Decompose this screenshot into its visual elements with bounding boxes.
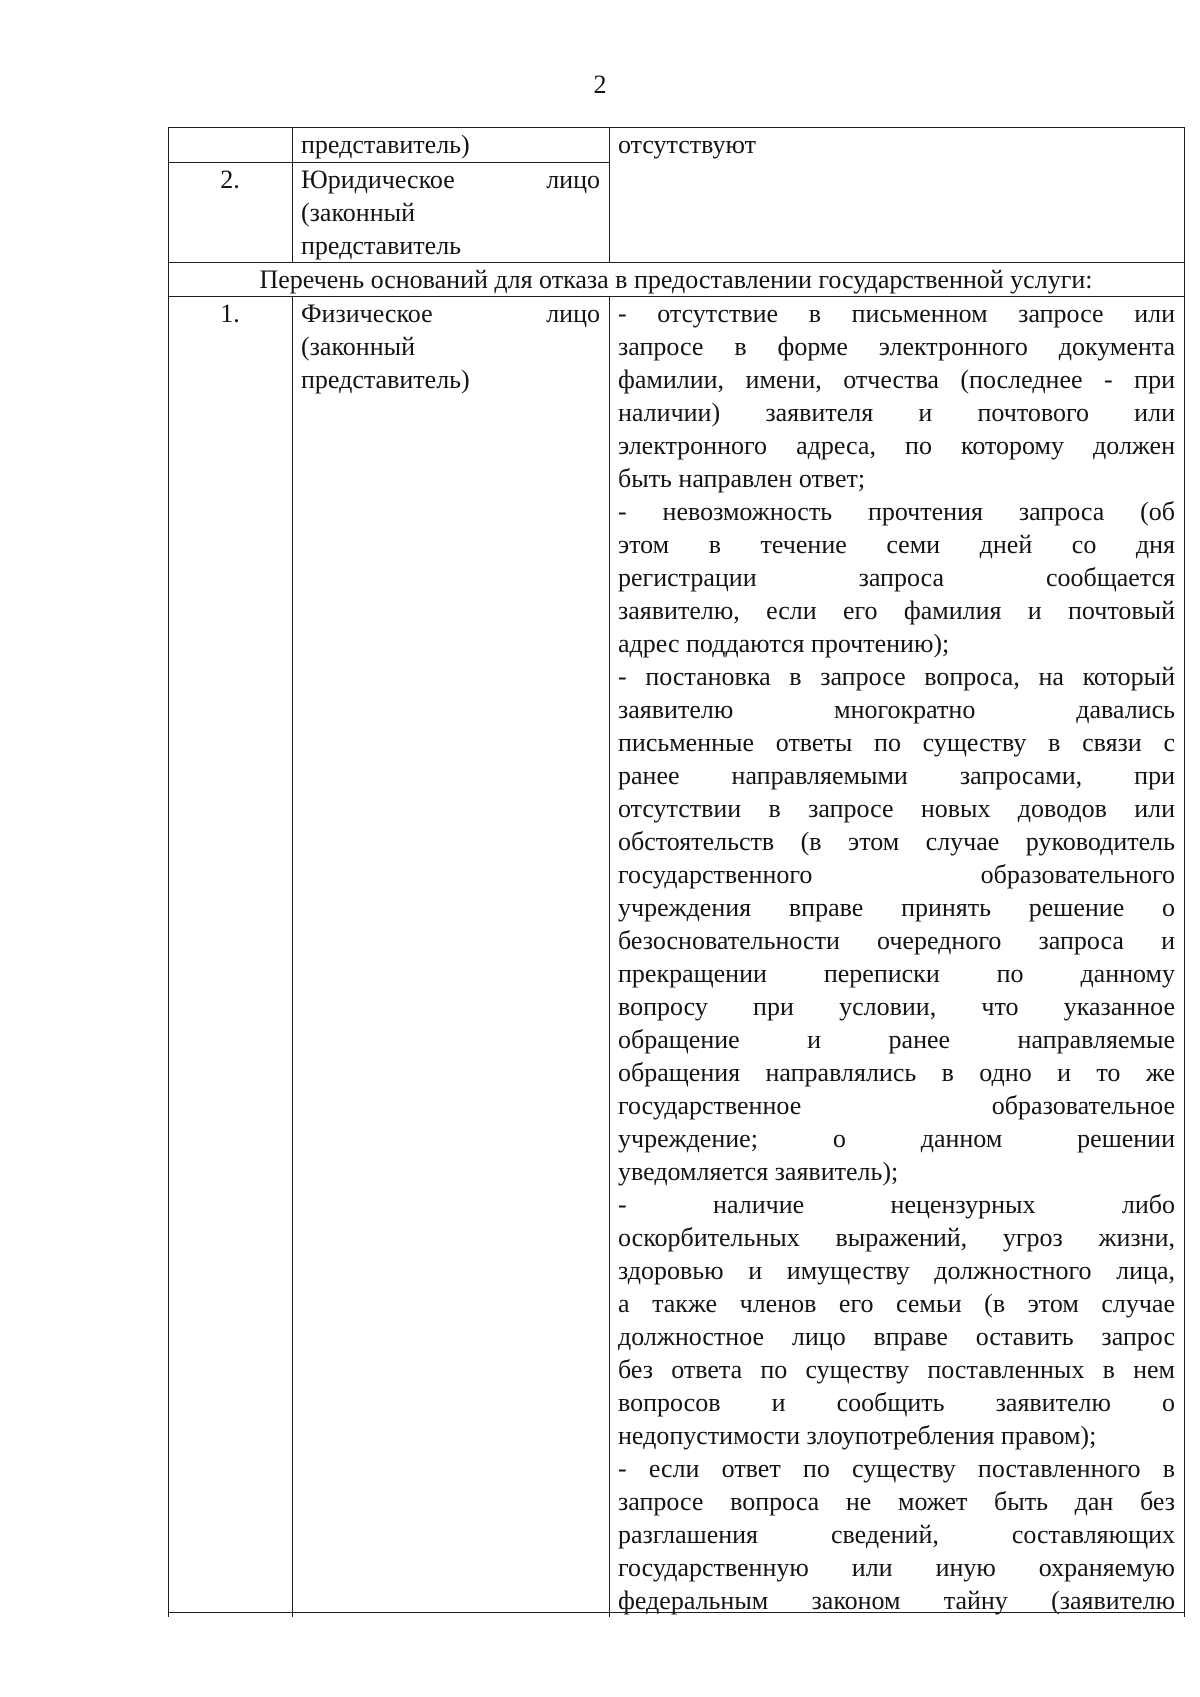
page-number: 2: [593, 70, 607, 99]
description-line: вопросу при условии, что указанное: [618, 992, 1175, 1021]
row-number: [169, 128, 293, 163]
subject-line: представитель: [301, 231, 462, 260]
row-subject: [293, 163, 610, 263]
description-line: обращение и ранее направляемые: [618, 1025, 1175, 1054]
description-line: - невозможность прочтения запроса (об: [618, 497, 1175, 526]
description-line: учреждения вправе принять решение о: [618, 893, 1175, 922]
description-line: фамилии, имени, отчества (последнее - при: [618, 365, 1175, 394]
row-subject: представитель): [293, 128, 610, 163]
description-line: отсутствии в запросе новых доводов или: [618, 794, 1175, 823]
row-number: 1.: [169, 297, 293, 1618]
description-line: регистрации запроса сообщается: [618, 563, 1175, 592]
description-line: оскорбительных выражений, угроз жизни,: [618, 1223, 1175, 1252]
subject-line: (законный: [301, 332, 415, 361]
description-line: уведомляется заявитель);: [618, 1157, 899, 1186]
description-line: обстоятельств (в этом случае руководитель: [618, 827, 1175, 856]
subject-line: Физическое лицо: [301, 299, 600, 328]
description-line: быть направлен ответ;: [618, 464, 866, 493]
row-number: 2.: [169, 163, 293, 263]
row-subject: [293, 297, 610, 1618]
description-line: учреждение; о данном решении: [618, 1124, 1175, 1153]
section-header: Перечень оснований для отказа в предоставлении государственной услуги:: [169, 263, 1185, 297]
description-line: наличии) заявителя и почтового или: [618, 398, 1175, 427]
section-header-row: [169, 263, 1185, 297]
description-line: государственную или иную охраняемую: [618, 1553, 1175, 1582]
table-row: [169, 297, 1185, 1618]
row-description: [610, 297, 1185, 1618]
description-line: без ответа по существу поставленных в нем: [618, 1355, 1175, 1384]
description-line: разглашения сведений, составляющих: [618, 1520, 1175, 1549]
description-line: государственного образовательного: [618, 860, 1175, 889]
description-line: федеральным законом тайну (заявителю: [618, 1586, 1175, 1615]
description-line: этом в течение семи дней со дня: [618, 530, 1175, 559]
description-line: недопустимости злоупотребления правом);: [618, 1421, 1097, 1450]
subject-line: представитель): [301, 365, 470, 394]
description-line: - постановка в запросе вопроса, на который: [618, 662, 1175, 691]
subject-line: (законный: [301, 198, 415, 227]
subject-line: Юридическое лицо: [301, 165, 600, 194]
description-line: запросе в форме электронного документа: [618, 332, 1175, 361]
table-bottom-border: [168, 1612, 1184, 1613]
description-line: ранее направляемыми запросами, при: [618, 761, 1175, 790]
description-line: вопросов и сообщить заявителю о: [618, 1388, 1175, 1417]
description-line: здоровью и имуществу должностного лица,: [618, 1256, 1175, 1285]
description-line: запросе вопроса не может быть дан без: [618, 1487, 1175, 1516]
description-line: письменные ответы по существу в связи с: [618, 728, 1175, 757]
table-row: [169, 128, 1185, 163]
description-line: обращения направлялись в одно и то же: [618, 1058, 1175, 1087]
description-line: - наличие нецензурных либо: [618, 1190, 1175, 1219]
row-description: отсутствуют: [610, 128, 1185, 263]
description-line: - отсутствие в письменном запросе или: [618, 299, 1175, 328]
description-line: государственное образовательное: [618, 1091, 1175, 1120]
description-line: заявителю, если его фамилия и почтовый: [618, 596, 1175, 625]
description-line: - если ответ по существу поставленного в: [618, 1454, 1175, 1483]
description-line: безосновательности очередного запроса и: [618, 926, 1175, 955]
description-line: должностное лицо вправе оставить запрос: [618, 1322, 1175, 1351]
description-line: электронного адреса, по которому должен: [618, 431, 1175, 460]
document-table: [168, 127, 1185, 1617]
description-line: адрес поддаются прочтению);: [618, 629, 950, 658]
description-line: прекращении переписки по данному: [618, 959, 1175, 988]
description-line: заявителю многократно давались: [618, 695, 1175, 724]
description-line: а также членов его семьи (в этом случае: [618, 1289, 1175, 1318]
